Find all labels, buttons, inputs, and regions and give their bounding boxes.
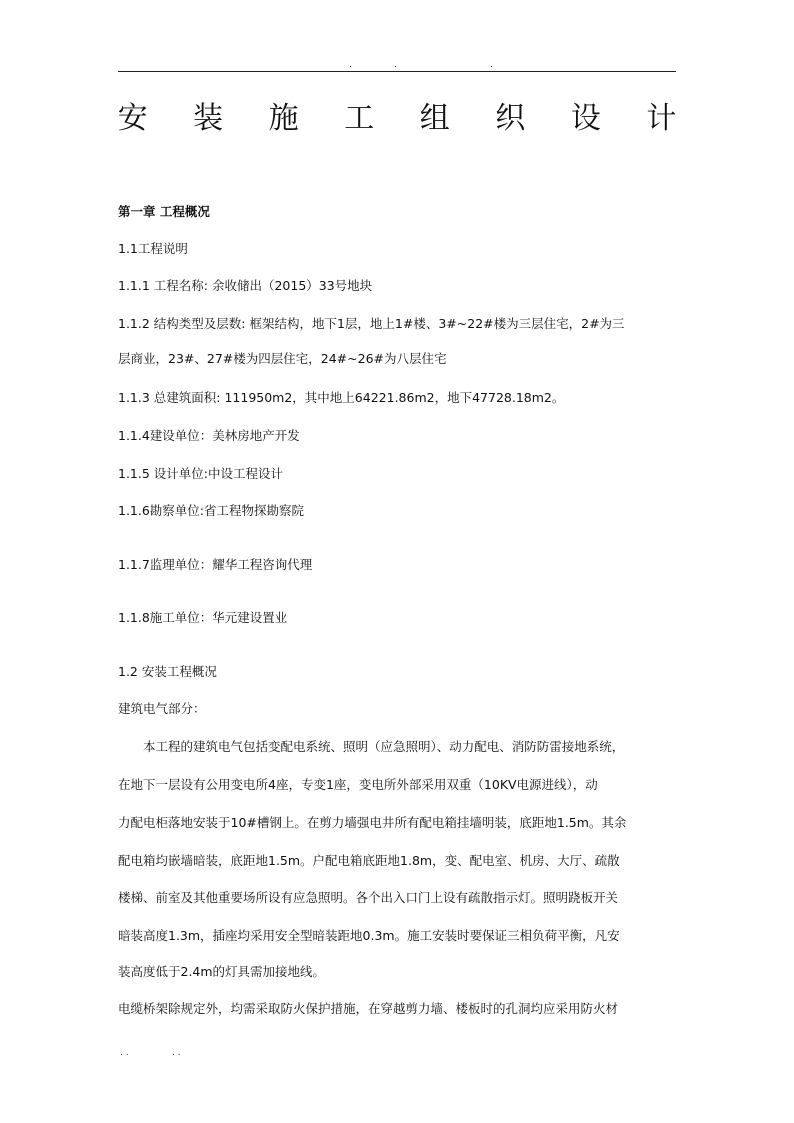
total-area: 1.1.3 总建筑面积: 111950m2，其中地上64221.86m2，地下47728.18m2。 <box>118 390 565 405</box>
survey-unit: 1.1.6勘察单位:省工程物探勘察院 <box>118 503 305 518</box>
header-dot: . <box>490 60 493 70</box>
paragraph-line: 楼梯、前室及其他重要场所设有应急照明。各个出入口门上设有疏散指示灯。照明跷板开关 <box>118 890 619 905</box>
header-dot: . <box>394 60 397 70</box>
structure-type-cont: 层商业，23#、27#楼为四层住宅，24#~26#为八层住宅 <box>118 351 447 366</box>
paragraph-line: 电缆桥架除规定外，均需采取防火保护措施，在穿越剪力墙、楼板时的孔洞均应采用防火材 <box>118 1001 619 1016</box>
subheading: 建筑电气部分： <box>118 701 206 716</box>
paragraph-line: 暗装高度1.3m，插座均采用安全型暗装距地0.3m。施工安装时要保证三相负荷平衡，凡安 <box>118 928 620 943</box>
design-unit: 1.1.5 设计单位:中设工程设计 <box>118 466 283 481</box>
structure-type: 1.1.2 结构类型及层数: 框架结构，地下1层，地上1#楼、3#~22#楼为三层住宅，2#为三 <box>118 316 625 331</box>
section-heading: 1.1工程说明 <box>118 241 188 256</box>
supervision-unit: 1.1.7监理单位：耀华工程咨询代理 <box>118 557 313 572</box>
section-heading: 1.2 安装工程概况 <box>118 664 217 679</box>
paragraph-line: 本工程的建筑电气包括变配电系统、照明（应急照明）、动力配电、消防防雷接地系统， <box>143 739 625 754</box>
header-dot: . <box>349 60 352 70</box>
construction-unit: 1.1.8施工单位：华元建设置业 <box>118 610 288 625</box>
header-rule <box>118 71 676 72</box>
project-name: 1.1.1 工程名称: 余收储出（2015）33号地块 <box>118 278 373 293</box>
paragraph-line: 装高度低于2.4m的灯具需加接地线。 <box>118 964 326 979</box>
owner-unit: 1.1.4建设单位：美林房地产开发 <box>118 428 300 443</box>
footer-dot: . . <box>120 1048 129 1058</box>
footer-dot: . . <box>172 1048 181 1058</box>
chapter-heading: 第一章 工程概况 <box>118 204 210 219</box>
document-title: 安 装 施 工 组 织 设 计 <box>117 101 695 136</box>
paragraph-line: 力配电柜落地安装于10#槽钢上。在剪力墙强电井所有配电箱挂墙明装，底距地1.5m。其余 <box>118 815 627 830</box>
paragraph-line: 在地下一层设有公用变电所4座，专变1座，变电所外部采用双重（10KV电源进线），动 <box>118 777 598 792</box>
paragraph-line: 配电箱均嵌墙暗装，底距地1.5m。户配电箱底距地1.8m，变、配电室、机房、大厅、疏散 <box>118 853 620 868</box>
